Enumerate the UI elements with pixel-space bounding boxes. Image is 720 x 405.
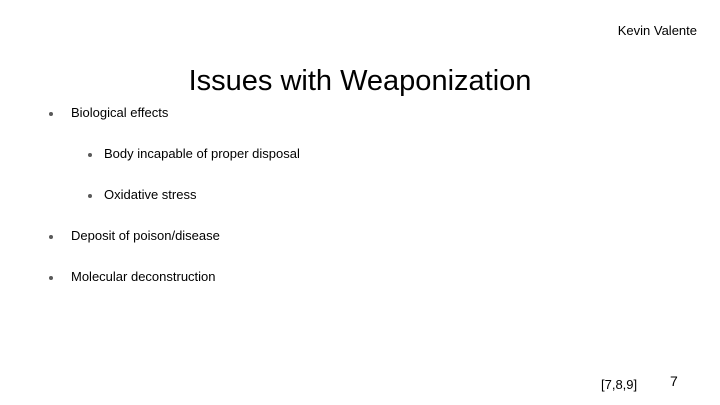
bullet-icon — [88, 194, 92, 198]
page-number: 7 — [670, 373, 678, 389]
bullet-text: Oxidative stress — [104, 187, 197, 202]
bullet-icon — [49, 276, 53, 280]
list-item — [0, 146, 720, 162]
bullet-text: Body incapable of proper disposal — [104, 146, 300, 161]
citation-reference: [7,8,9] — [601, 377, 638, 392]
slide-title: Issues with Weaponization — [188, 65, 532, 98]
bullet-icon — [88, 153, 92, 157]
bullet-text: Molecular deconstruction — [71, 269, 216, 284]
list-item — [0, 269, 720, 285]
list-item — [0, 105, 720, 121]
bullet-icon — [49, 112, 53, 116]
list-item — [0, 228, 720, 244]
author-name: Kevin Valente — [617, 23, 697, 38]
bullet-text: Deposit of poison/disease — [71, 228, 220, 243]
list-item — [0, 187, 720, 203]
bullet-text: Biological effects — [71, 105, 169, 120]
bullet-icon — [49, 235, 53, 239]
